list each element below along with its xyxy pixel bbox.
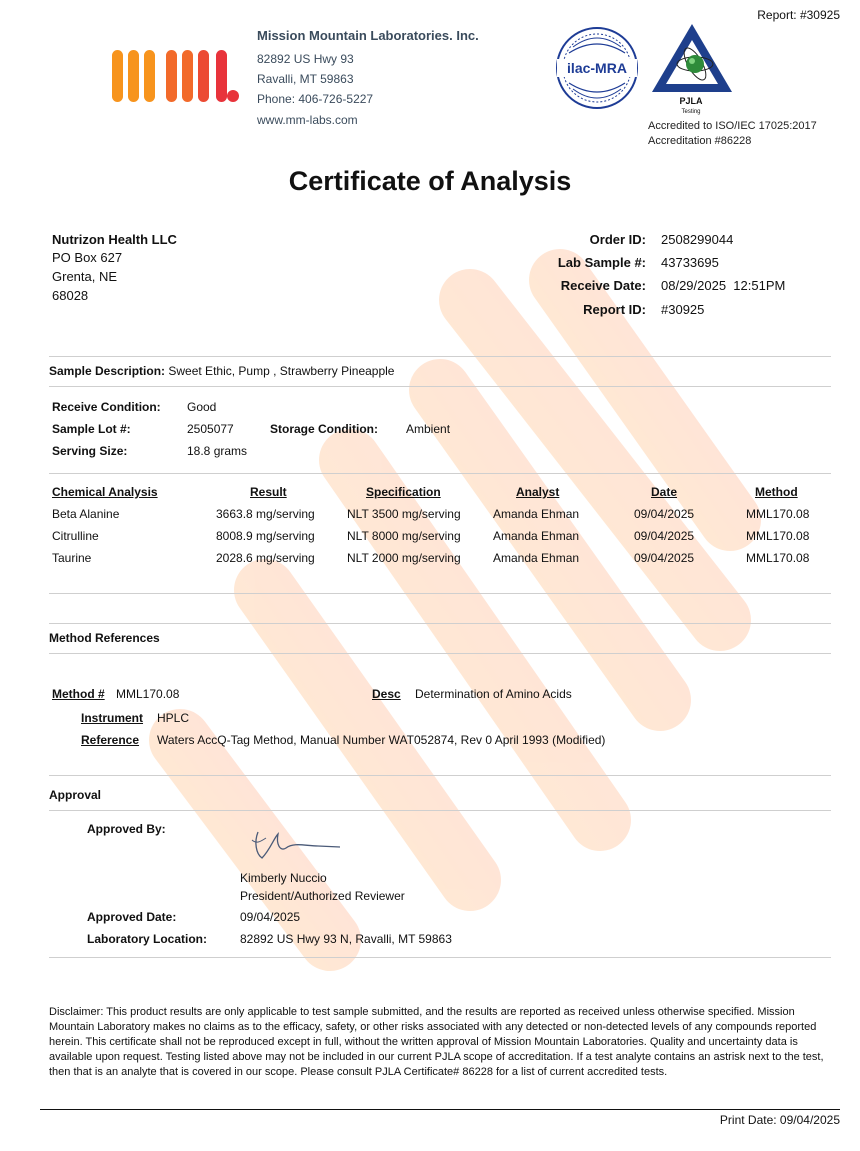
storage-condition-label: Storage Condition: — [270, 422, 378, 436]
table-cell: 8008.9 mg/serving — [216, 529, 315, 543]
receive-condition-value: Good — [187, 400, 217, 414]
laboratory-location-label: Laboratory Location: — [87, 932, 208, 946]
table-cell: Amanda Ehman — [493, 551, 580, 565]
table-cell: MML170.08 — [746, 551, 810, 565]
page-title: Certificate of Analysis — [288, 166, 572, 196]
accreditation-line2: Accreditation #86228 — [648, 135, 752, 147]
print-date: Print Date: 09/04/2025 — [719, 1113, 840, 1127]
table-cell: Taurine — [52, 551, 92, 565]
table-cell: MML170.08 — [746, 507, 810, 521]
pjla-logo — [648, 22, 734, 116]
table-cell: 2028.6 mg/serving — [216, 551, 315, 565]
divider — [49, 957, 831, 958]
client-name: Nutrizon Health LLC — [52, 232, 177, 247]
table-cell: Citrulline — [52, 529, 99, 543]
instrument-value: HPLC — [157, 711, 190, 725]
divider — [49, 653, 831, 654]
sample-lot-value: 2505077 — [187, 422, 234, 436]
approved-date-label: Approved Date: — [87, 910, 177, 924]
lab-phone: Phone: 406-726-5227 — [257, 92, 374, 106]
table-cell: NLT 8000 mg/serving — [347, 529, 461, 543]
sample-description-label: Sample Description: — [49, 364, 166, 378]
reference-label: Reference — [81, 733, 140, 747]
table-cell: 3663.8 mg/serving — [216, 507, 315, 521]
report-id-value: #30925 — [661, 302, 705, 317]
report-id-label: Report ID: — [583, 302, 646, 317]
client-address-line2: Grenta, NE — [52, 269, 118, 284]
method-number-value: MML170.08 — [116, 687, 180, 701]
approver-title: President/Authorized Reviewer — [240, 889, 405, 903]
desc-label: Desc — [372, 687, 401, 701]
col-header-result: Result — [250, 485, 287, 499]
divider — [49, 356, 831, 357]
col-header-date: Date — [651, 485, 678, 499]
col-header-analyst: Analyst — [516, 485, 560, 499]
lab-sample-value: 43733695 — [661, 255, 719, 270]
serving-size-label: Serving Size: — [52, 444, 128, 458]
approval-heading: Approval — [49, 788, 102, 802]
table-cell: Beta Alanine — [52, 507, 120, 521]
approver-name: Kimberly Nuccio — [240, 871, 327, 885]
receive-date-label: Receive Date: — [560, 278, 646, 293]
col-header-chemical-analysis: Chemical Analysis — [52, 485, 158, 499]
pjla-subtext: Testing — [681, 109, 701, 115]
divider — [49, 473, 831, 474]
divider — [49, 810, 831, 811]
col-header-specification: Specification — [366, 485, 441, 499]
client-zip: 68028 — [52, 288, 89, 303]
sample-description-value: Sweet Ethic, Pump , Strawberry Pineapple — [168, 364, 395, 378]
receive-date-value: 08/29/2025 12:51PM — [661, 278, 786, 293]
lab-website: www.mm-labs.com — [257, 113, 358, 127]
table-cell: NLT 3500 mg/serving — [347, 507, 461, 521]
instrument-label: Instrument — [81, 711, 144, 725]
divider — [49, 775, 831, 776]
method-references-heading: Method References — [49, 631, 160, 645]
divider — [49, 593, 831, 594]
lab-logo — [112, 46, 240, 104]
sample-lot-label: Sample Lot #: — [52, 422, 131, 436]
table-cell: 09/04/2025 — [634, 529, 695, 543]
lab-sample-label: Lab Sample #: — [557, 255, 646, 270]
lab-address-line1: 82892 US Hwy 93 — [257, 52, 354, 66]
disclaimer: Disclaimer: This product results are only applicable to test sample submitted, and the results are reported as received unless otherwise specified. Mission Mountain Laboratory makes no claims as to the efficacy, safety, or other risks associated with any detected or non-detected levels of any compounds reported herein. This certificate shall not be reproduced except in full, without the written approval of Mission Mountain Laboratories. Quality and uncertainty data is available upon request. Testing listed above may not be included in our current PJLA scope of accreditation. If a test analyte contains an astrisk next to the test, then that is an analyte that is covered in our scope. Please consult PJLA Certificate# 86228 for a list of current accredited tests. — [49, 1006, 824, 1078]
order-id-value: 2508299044 — [661, 232, 734, 247]
desc-value: Determination of Amino Acids — [415, 687, 572, 701]
table-cell: Amanda Ehman — [493, 507, 580, 521]
laboratory-location-value: 82892 US Hwy 93 N, Ravalli, MT 59863 — [240, 932, 452, 946]
lab-name: Mission Mountain Laboratories. Inc. — [257, 28, 479, 43]
accreditation-line1: Accredited to ISO/IEC 17025:2017 — [648, 120, 817, 132]
table-cell: MML170.08 — [746, 529, 810, 543]
client-address-line1: PO Box 627 — [52, 250, 123, 265]
order-id-label: Order ID: — [589, 232, 646, 247]
storage-condition-value: Ambient — [406, 422, 451, 436]
footer-rule — [40, 1109, 840, 1110]
divider — [49, 623, 831, 624]
reference-value: Waters AccQ-Tag Method, Manual Number WAT052874, Rev 0 April 1993 (Modified) — [157, 733, 606, 747]
table-cell: 09/04/2025 — [634, 507, 695, 521]
approved-date-value: 09/04/2025 — [240, 910, 301, 924]
table-cell: 09/04/2025 — [634, 551, 695, 565]
ilac-text: ilac-MRA — [567, 60, 627, 76]
pjla-text: PJLA — [679, 96, 703, 106]
approved-by-label: Approved By: — [87, 822, 166, 836]
serving-size-value: 18.8 grams — [187, 444, 248, 458]
table-cell: Amanda Ehman — [493, 529, 580, 543]
report-number-top: Report: #30925 — [757, 8, 840, 22]
col-header-method: Method — [755, 485, 798, 499]
table-cell: NLT 2000 mg/serving — [347, 551, 461, 565]
divider — [49, 386, 831, 387]
lab-address-line2: Ravalli, MT 59863 — [257, 72, 354, 86]
ilac-mra-seal — [555, 25, 639, 111]
method-number-label: Method # — [52, 687, 105, 701]
sample-description — [49, 364, 394, 378]
receive-condition-label: Receive Condition: — [52, 400, 161, 414]
signature — [240, 820, 350, 866]
